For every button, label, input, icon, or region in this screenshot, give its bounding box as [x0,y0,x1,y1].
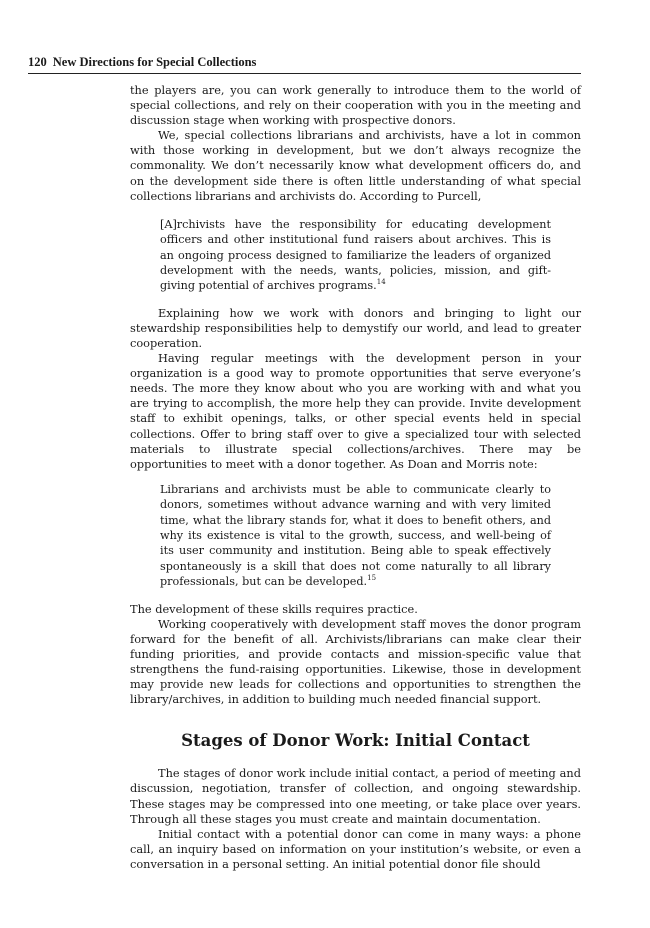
footnote-ref: 14 [376,278,386,287]
paragraph: Having regular meetings with the development person in your organization is a good way to promote opportunities that serve everyone’s needs. The more they know about who you are working with and what you are trying to accomplish, the more help they can provide. Invite development staff to exhibit openings, talks, or other special events held in special collections. Offer to bring staff over to give a specialized tour with selected materials to illustrate special collections/archives. There may be opportunities to meet with a donor together. As Doan and Morris note: [130,351,581,471]
paragraph: Explaining how we work with donors and bringing to light our stewardship responsibilities help to demystify our world, and lead to greater cooperation. [130,305,581,350]
quote-text: [A]rchivists have the responsibility for educating development officers and other institutional fund raisers about archives. This is an ongoing process designed to familiarize the leaders of organized development with the needs, wants, policies, mission, and gift-giving potential of archives programs. [160,217,551,293]
paragraph: Initial contact with a potential donor can come in many ways: a phone call, an inquiry based on information on your institution’s website, or even a conversation in a personal setting. An initial potential donor file should [130,826,581,871]
running-title: New Directions for Special Collections [52,55,257,69]
quote-text: Librarians and archivists must be able to communicate clearly to donors, sometimes without advance warning and with very limited time, what the library stands for, what it does to benefit others, and why its existence is vital to the growth, success, and well-being of its user community and institution. Being able to speak effectively spontaneously is a skill that does not come naturally to all library professionals, but can be developed. [160,482,551,589]
block-quote-doan-morris [160,482,551,590]
paragraph: We, special collections librarians and archivists, have a lot in common with those working in development, but we don’t always recognize the commonality. We don’t necessarily know what development officers do, and on the development side there is often little understanding of what special collections librarians and archivists do. According to Purcell, [130,128,581,203]
block-quote-purcell [160,217,551,294]
paragraph-continued: the players are, you can work generally to introduce them to the world of special collections, and rely on their cooperation with you in the meeting and discussion stage when working with prospective donors. [130,83,581,128]
paragraph: Working cooperatively with development staff moves the donor program forward for the benefit of all. Archivists/librarians can make clear their funding priorities, and provide contacts and mission-specific value that strengthens the fund-raising opportunities. Likewise, those in development may provide new leads for collections and opportunities to strengthen the library/archives, in addition to building much needed financial support. [130,616,581,707]
paragraph-continued: The development of these skills requires practice. [130,601,418,616]
paragraph: The stages of donor work include initial contact, a period of meeting and discussion, negotiation, transfer of collection, and ongoing stewardship. These stages may be compressed into one meeting, or take place over years. Through all these stages you must create and maintain documentation. [130,766,581,826]
body-text [130,83,581,872]
footnote-ref: 15 [367,574,377,583]
page-number: 120 [28,55,47,69]
running-header [28,54,581,74]
section-heading: Stages of Donor Work: Initial Contact [181,731,530,751]
